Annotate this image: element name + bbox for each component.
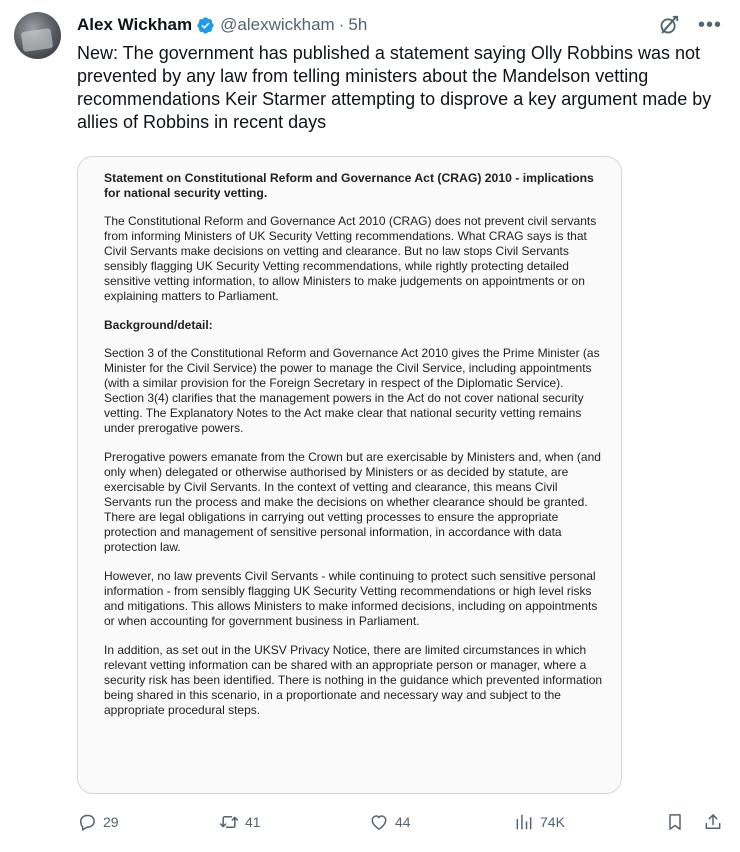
action-bar xyxy=(77,812,727,838)
like-button[interactable] xyxy=(369,812,411,832)
avatar[interactable] xyxy=(14,12,61,59)
more-icon[interactable]: ••• xyxy=(697,14,722,36)
like-count: 44 xyxy=(395,814,411,830)
author-handle[interactable]: @alexwickham xyxy=(220,15,335,34)
document-intro: The Constitutional Reform and Governance Act 2010 (CRAG) does not prevent civil servants from informing Ministers of UK Security Vetting recommendations. What CRAG says is that Civil Servants make decisions on vetting and clearance. But no law stops Civil Servants sensibly flagging UK Security Vetting recommendations, while rightly protecting detailed sensitive vetting information, to allow Ministers to make judgements on appointments or on explaining matters to Parliament. xyxy=(104,214,597,303)
document-paragraph: Section 3 of the Constitutional Reform and Governance Act 2010 gives the Prime Minister (as Minister for the Civil Service) the power to manage the Civil Service, including appointments (with a similar provision for the Foreign Secretary in respect of the Diplomatic Service). Section 3(4) clarifies that the management powers in the Act do not cover national security vetting. The Explanatory Notes to the Act make clear that national security vetting remains under prerogative powers. xyxy=(104,346,600,435)
document-title: Statement on Constitutional Reform and Governance Act (CRAG) 2010 - implications for national security vetting. xyxy=(104,171,594,200)
statement-document xyxy=(104,171,604,732)
views-button[interactable] xyxy=(514,812,565,832)
grok-icon[interactable] xyxy=(658,14,680,36)
separator-dot: · xyxy=(338,15,345,34)
bookmark-icon xyxy=(665,812,685,832)
repost-button[interactable] xyxy=(219,812,261,832)
tweet-text: New: The government has published a statement saying Olly Robbins was not prevented by any law from telling ministers about the Mandelson vetting recommendations Keir Starmer attempting to disprove a key argument made by allies of Robbins in recent days xyxy=(77,43,712,132)
document-paragraph: However, no law prevents Civil Servants - while continuing to protect such sensitive personal information - from sensibly flagging UK Security Vetting recommendations or high level risks and mitigations. This allows Ministers to make informed decisions, including on appointments or when accounting for government business in Parliament. xyxy=(104,569,598,628)
background-heading: Background/detail: xyxy=(104,318,213,332)
tweet-header xyxy=(77,13,367,37)
verified-badge-icon[interactable] xyxy=(196,16,215,35)
repost-count: 41 xyxy=(245,814,261,830)
views-count: 74K xyxy=(540,814,565,830)
document-paragraph: In addition, as set out in the UKSV Privacy Notice, there are limited circumstances in which relevant vetting information can be shared with an appropriate person or manager, where a security risk has been identified. There is nothing in the guidance which prevented information being shared in this scenario, in a proportionate and necessary way and subject to the appropriate procedural steps. xyxy=(104,643,603,717)
share-button[interactable] xyxy=(703,812,723,832)
share-icon xyxy=(703,812,723,832)
reply-count: 29 xyxy=(103,814,119,830)
heart-icon xyxy=(369,812,389,832)
document-paragraph: Prerogative powers emanate from the Crown but are exercisable by Ministers and, when (and only when) delegated or otherwise authorised by Ministers or as decided by statute, are exercisable by Civil Servants. In the context of vetting and clearance, this means Civil Servants run the process and make the decisions on whether clearance should be granted. There are legal obligations in carrying out vetting processes to ensure the appropriate protection and management of sensitive personal information, in accordance with data protection law. xyxy=(104,450,601,554)
attached-image[interactable] xyxy=(77,156,622,794)
author-name[interactable]: Alex Wickham xyxy=(77,15,193,34)
timestamp[interactable]: 5h xyxy=(348,15,368,34)
reply-button[interactable] xyxy=(77,812,119,832)
repost-icon xyxy=(219,812,239,832)
bookmark-button[interactable] xyxy=(665,812,685,832)
reply-icon xyxy=(77,812,97,832)
views-icon xyxy=(514,812,534,832)
top-icons xyxy=(658,14,722,36)
